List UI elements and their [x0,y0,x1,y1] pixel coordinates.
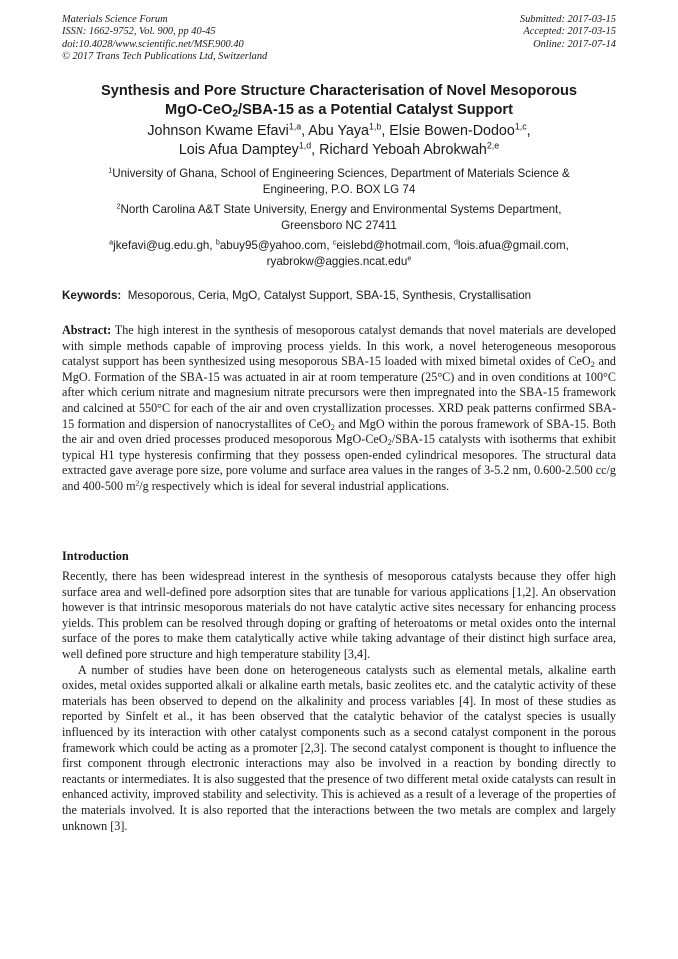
paper-title [62,82,616,120]
title-line-2a: MgO-CeO [165,102,233,118]
author-separator: , [311,142,320,158]
email-mark: c [332,237,337,247]
introduction-body [62,569,616,834]
title-line-2b: /SBA-15 as a Potential Catalyst Support [238,102,513,118]
author-name: Johnson Kwame Efavi [147,123,289,139]
journal-doi[interactable]: doi:10.4028/www.scientific.net/MSF.900.40 [62,38,244,50]
superscript: 2 [135,478,140,488]
author-separator: , [381,123,390,139]
author-affiliation-mark: 1,a [288,121,302,132]
section-heading-introduction: Introduction [62,549,129,563]
email-link[interactable]: abuy95@yahoo.com, [219,239,333,252]
affiliation-mark: 2 [116,201,121,211]
affiliation-2 [70,202,608,233]
email-mark: e [407,253,412,263]
affiliation-mark: 1 [108,165,113,175]
email-mark: d [453,237,458,247]
subscript: 2 [330,421,336,432]
email-link[interactable]: jkefavi@ug.edu.gh, [113,239,216,252]
paragraph: Recently, there has been widespread interest in the synthesis of mesoporous catalysts because they offer high surface area and well-defined pore adsorption sites that are tunable for various applications [1,2]. An observation however is that intrinsic mesoporous materials do not have catalytic active sites necessary for enhancing process yields. This problem can be resolved through doping or grafting of heteroatoms or metal oxides onto the internal surface of the pores to make them catalytically active while taking advantage of their distinct high surface area, well defined pore structure and high temperature stability [3,4]. [62,569,616,661]
submitted-date: Submitted: 2017-03-15 [519,14,616,25]
subscript: 2 [590,359,595,370]
affiliation-1 [70,166,608,197]
author-name: Lois Afua Damptey [178,142,299,158]
affiliation-line: North Carolina A&T State University, Energy and Environmental Systems Department, [120,203,562,216]
keywords-label: Keywords: [62,289,122,302]
journal-copyright: © 2017 Trans Tech Publications Ltd, Switzerland [62,50,268,62]
author-affiliation-mark: 2,e [486,140,500,151]
title-subscript: 2 [232,108,239,120]
accepted-date: Accepted: 2017-03-15 [523,26,616,38]
email-link[interactable]: ryabrokw@aggies.ncat.edu [266,254,408,268]
abstract-paragraph [62,323,616,495]
author-affiliation-mark: 1,b [368,121,382,132]
email-mark: b [215,237,220,247]
subscript: 2 [387,437,392,448]
author-list [62,122,616,160]
paragraph: A number of studies have been done on heterogeneous catalysts such as elemental metals, alkaline earth oxides, metal oxides supported alkali or alkaline earth metals, basic zeolites etc. and the catalytic activity of these materials has been observed to depend on the alkalinity and process variables [4]. In most of these studies as reported by Sinfelt et al., it has been observed that the catalytic behavior of the catalyst species is usually influenced by its interaction with other catalyst components such as a second catalyst component in the porous framework which could be acting as a promoter [2,3]. The second catalyst component is thought to influence the first component through electronic interactions may also be involved in a reaction by bonding directly to reactants or intermediates. It is also suggested that the presence of two different metal oxide catalysts can result in enhanced activity, improved stability and selectivity. This is achieved as a result of a leverage of the properties of the materials involved. It is also reported that the interactions between the two metals are complex and largely unknown [3]. [62,662,616,833]
online-date: Online: 2017-07-14 [533,38,616,50]
email-link[interactable]: lois.afua@gmail.com, [457,239,569,252]
author-name: Richard Yeboah Abrokwah [319,142,487,158]
affiliation-line: University of Ghana, School of Engineering Sciences, Department of Materials Science & [112,167,570,180]
abstract-text: The high interest in the synthesis of mesoporous catalyst demands that novel materials are developed with simple methods capable of improving process yields. In this work, a novel heterogeneous mesoporous catalyst support has been synthesized using mesoporous SBA-15 loaded with mixed bimetal oxides of CeO [62,323,616,369]
journal-header-right [520,14,616,51]
author-affiliation-mark: 1,c [514,121,527,132]
email-link[interactable]: eislebd@hotmail.com, [336,239,454,252]
abstract-text: /g respectively which is ideal for several industrial applications. [139,478,450,493]
author-name: Elsie Bowen-Dodoo [389,123,515,139]
journal-issn: ISSN: 1662-9752, Vol. 900, pp 40-45 [62,26,216,38]
journal-name: Materials Science Forum [62,14,168,25]
abstract-text: and MgO within the porous framework of SBA-15. Both the air and oven dried processes produced mesoporous MgO-CeO [62,416,616,447]
abstract-text: and MgO. Formation of the SBA-15 was actuated in air at room temperature (25°C) and in oven conditions at 100°C after which cerium nitrate and magnesium nitrate precursors were then impregnated into the SBA-15 framework and calcined at 550°C for each of the air and oven crystallization processes. XRD peak patterns confirmed SBA-15 formation and dispersion of nanocrystallites of CeO [62,354,616,431]
author-separator: , [526,123,531,139]
author-separator: , [301,123,309,139]
affiliation-line: Greensboro NC 27411 [281,218,397,232]
journal-header-left [62,14,267,63]
abstract-text: /SBA-15 catalysts with isotherms that exhibit typical H1 type hysteresis confirming that they possess open-ended cylindrical mesopores. The structural data extracted gave average pore size, pore volume and surface area values in the ranges of 3-5.2 nm, 0.600-2.500 cc/g and 400-500 m [62,432,617,493]
abstract-label: Abstract: [62,323,112,337]
affiliation-line: Engineering, P.O. BOX LG 74 [262,182,416,196]
title-line-1: Synthesis and Pore Structure Characterisation of Novel Mesoporous [100,83,578,99]
author-name: Abu Yaya [308,123,369,139]
author-affiliation-mark: 1,d [298,140,312,151]
author-emails [70,238,608,269]
keywords-line [62,288,616,303]
email-mark: a [109,237,114,247]
keywords-text: Mesoporous, Ceria, MgO, Catalyst Support, SBA-15, Synthesis, Crystallisation [127,289,532,302]
